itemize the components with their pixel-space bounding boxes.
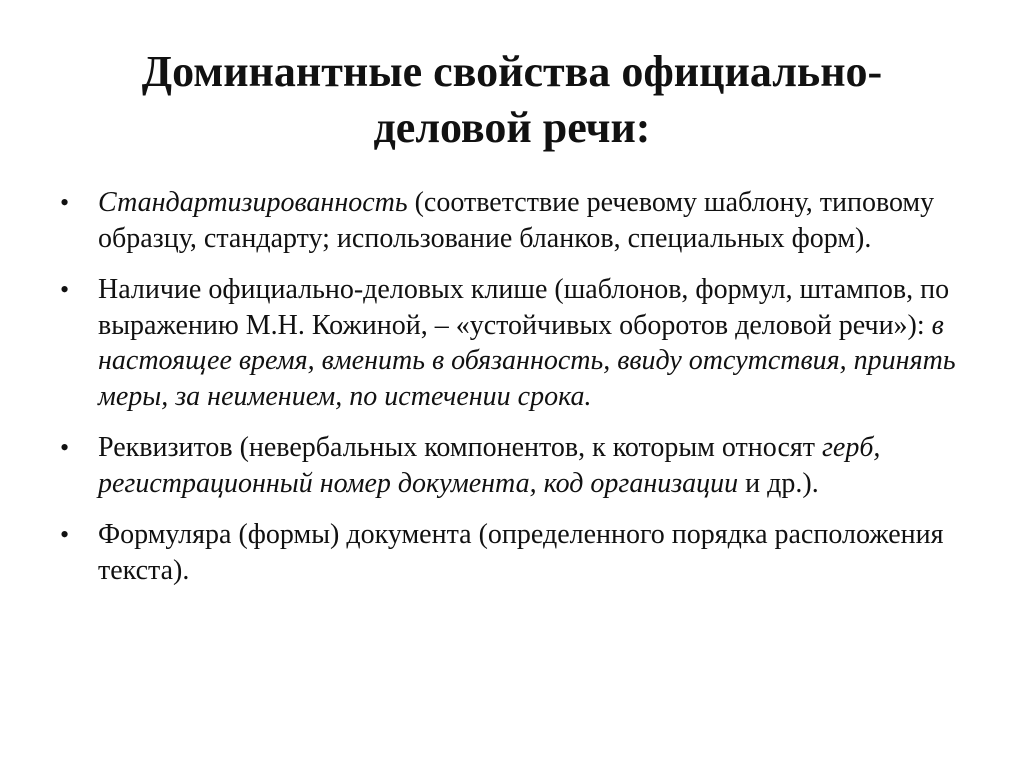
bullet-text: Реквизитов (невербальных компонентов, к которым относят <box>98 432 822 463</box>
bullet-text: (соответствие речевому шаблону, типовому образцу, стандарту; использование бланков, специальных форм). <box>98 187 935 254</box>
bullet-list <box>60 185 960 604</box>
bullet-item <box>60 430 960 501</box>
bullet-dot-icon: • <box>60 275 70 304</box>
slide-title: Доминантные свойства официально-деловой речи: <box>141 47 883 152</box>
bullet-text: Наличие официально-деловых клише (шаблонов, формул, штампов, по выражению М.Н. Кожиной, – «устойчивых оборотов деловой речи»): <box>98 274 950 341</box>
bullet-dot-icon: • <box>60 188 70 217</box>
bullet-text-italic: герб, регистрационный номер документа, код организации <box>98 432 881 499</box>
bullet-text: и др.). <box>738 467 819 499</box>
bullet-dot-icon: • <box>60 520 70 549</box>
bullet-item <box>60 272 960 414</box>
bullet-item <box>60 517 960 588</box>
bullet-text: Формуляра (формы) документа (определенного порядка расположения текста). <box>98 519 944 586</box>
bullet-text-italic: в настоящее время, вменить в обязанность, ввиду отсутствия, принять меры, за неимением, по истечении срока. <box>98 309 956 412</box>
bullet-text-italic: Стандартизированность <box>98 187 408 218</box>
bullet-item <box>60 185 960 256</box>
bullet-dot-icon: • <box>60 433 70 462</box>
